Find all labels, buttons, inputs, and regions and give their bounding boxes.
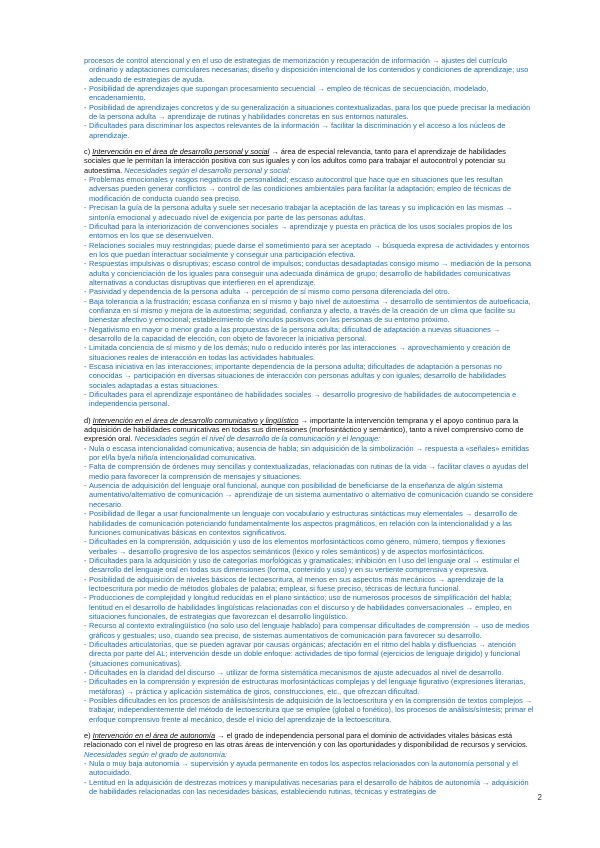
bullet-dash-icon: - [84,443,87,453]
section-e [84,731,534,796]
section-heading: e) Intervención en el área de autonomía → el grado de independencia personal para el dominio de actividades vitales básicas está relacionado con el nivel de progreso en las otras áreas de intervención y con las oportunidades y disponibilidad de recursos y servicios. Necesidades según el grado de autonomía: [84,731,528,759]
list-item: - Dificultades para discriminar los aspectos relevantes de la información → facilitar la discriminación y el acceso a los núcleos de aprendizaje. [84,121,506,140]
bullet-dash-icon: - [84,696,87,706]
bullet-dash-icon: - [84,221,87,231]
bullet-dash-icon: - [84,462,87,472]
section-intro: → el grado de independencia personal para el dominio de actividades vitales básicas está relacionado con el nivel de progreso en las otras áreas de intervención y con las oportunidades y disponibilidad de recursos y servicios. [84,731,528,750]
bullet-dash-icon: - [84,175,87,185]
list-item: - Dificultad para la interiorización de convenciones sociales → aprendizaje y puesta en práctica de los usos sociales propios de los entornos en los que se desenvuelven. [84,221,513,241]
list-item: - Escasa iniciativa en las interacciones; importante dependencia de la persona adulta; dificultades de adaptación a personas no conocidas → participación en diversas situaciones de interacción con personas adultas y con iguales; desarrollo de habilidades sociales adaptadas a estas situaciones. [84,362,506,390]
bullet-dash-icon: - [84,102,87,112]
section-intro: → importante la intervención temprana y el apoyo continuo para la adquisición de habilidades comunicativas en todas sus dimensiones (morfosintáctico y semántico), tanto a nivel comprensivo como de expresión oral. [84,415,524,444]
bullet-dash-icon: - [84,259,87,269]
bullet-dash-icon: - [84,121,87,131]
needs-list [84,175,534,409]
top-list [84,56,534,140]
list-item: - Nula o escasa intencionalidad comunicativa; ausencia de habla; sin adquisición de la simbolización → respuesta a «señales» emitidas por el/la bye/a niño/a intencionalidad comunicativa. [84,443,530,463]
list-item: - Problemas emocionales y rasgos negativos de personalidad; escaso autocontrol que hace que en situaciones que les resultan adversas pueden generar conflictos → control de las condiciones ambientales para facilitar la adaptación; empleo de técnicas de modificación de conducta cuando sea preciso. [84,175,511,203]
needs-label: Necesidades según el grado de autonomía: [84,749,227,759]
bullet-dash-icon: - [84,296,87,306]
list-item: - Posibles dificultades en los procesos de análisis/síntesis de adquisición de la lectoescritura y en la comprensión de textos complejos → trabajar, independientemente del método de lectoescritura que se emplee (global o fonético), los procesos de análisis/síntesis; primar el enfoque comprensivo frente al mecánico, desde el inicio del aprendizaje de la lectoescritura. [84,696,534,724]
bullet-dash-icon: - [84,84,87,94]
list-item: - Posibilidad de llegar a usar funcionalmente un lenguaje con vocabulario y estructuras sintácticas muy elementales → desarrollo de habilidades de comunicación potenciando fundamentalmente los aspectos pragmáticos, en relación con la intencionalidad y a las funciones comunicativas básicas en contextos significativos. [84,509,518,537]
list-item: - Ausencia de adquisición del lenguaje oral funcional, aunque con posibilidad de beneficiarse de la enseñanza de algún sistema aumentativo/alternativo de comunicación → aprendizaje de un sistema aumentativo o alternativo de comunicación cuando se considere necesario. [84,481,534,509]
list-item: - Posibilidad de aprendizajes concretos y de su generalización a situaciones contextualizadas, para los que puede precisar la mediación de la persona adulta → aprendizaje de rutinas y habilidades concretas en sus entornos naturales. [84,102,531,122]
bullet-dash-icon: - [84,287,87,297]
bullet-dash-icon: - [84,481,87,491]
bullet-dash-icon: - [84,362,87,371]
bullet-dash-icon: - [84,777,87,787]
list-item: - Negativismo en mayor o menor grado a las propuestas de la persona adulta; dificultad de adaptación a nuevas situaciones → desarrollo de la capacidad de elección, con objeto de favorecer la iniciativa personal. [84,324,501,343]
page-number: 2 [537,793,542,802]
list-item: procesos de control atencional y en el uso de estrategias de memorización y recuperación de información → ajustes del currículo ordinario y adaptaciones curriculares necesarias; diseño y disposición intencional de los contenidos y condiciones de aprendizaje; uso adecuado de estrategias de ayuda. [84,56,529,84]
list-item: - Relaciones sociales muy restringidas; puede darse el sometimiento para ser aceptado → búsqueda expresa de actividades y entornos en los que puedan interactuar socialmente y conseguir una participación efectiva. [84,240,530,259]
list-item: - Dificultades para el aprendizaje espontáneo de habilidades sociales → desarrollo progresivo de habilidades de autocompetencia e independencia personal. [84,390,517,409]
list-item: - Posibilidad de aprendizajes que supongan procesamiento secuencial → empleo de técnicas de secuenciación, modelado, encadenamiento. [84,84,489,103]
section-heading: d) Intervención en el área de desarrollo comunicativo y lingüístico → importante la intervención temprana y el apoyo continuo para la adquisición de habilidades comunicativas en todas sus dimensiones (morfosintáctico y semántico), tanto a nivel comprensivo como de expresión oral. Necesidades según el nivel de desarrollo de la comunicación y el lenguaje: [84,415,524,444]
bullet-dash-icon: - [84,240,87,250]
section-heading: c) Intervención en el área de desarrollo personal y social → área de especial relevancia, tanto para el aprendizaje de habilidades sociales que le permitan la interacción positiva con sus iguales y con los adultos como para trabajar el autocontrol y potenciar su autoestima. Necesidades según el desarrollo personal y social: [84,147,506,175]
list-item: - Dificultades para la adquisición y uso de categorías morfológicas y gramaticales; inhibición en l uso del lenguaje oral → estimular el desarrollo del lenguaje oral en todas sus dimensiones (forma, contenido y uso) y en su vertiente comprensiva y expresiva. [84,555,520,575]
bullet-dash-icon: - [84,759,87,769]
list-item: - Dificultades en la comprensión, adquisición y uso de los elementos morfosintácticos como género, número, tiempos y flexiones verbales → desarrollo progresivo de los aspectos semánticos (léxico y roles semánticos) y de aspectos morfosintácticos. [84,537,506,556]
list-item: - Nula o muy baja autonomía → supervisión y ayuda permanente en todos los aspectos relacionados con la autonomía personal y el autocuidado. [84,759,518,778]
bullet-dash-icon: - [84,677,87,687]
list-item: - Dificultades en la comprensión y expresión de estructuras morfosintácticas complejas y del lenguaje figurativo (expresiones literarias, metáforas) → práctica y aplicación sistemática de giros, construcciones, etc., que ofrezcan dificultad. [84,677,526,696]
bullet-dash-icon: - [84,537,87,547]
needs-list [84,759,534,796]
needs-label: Necesidades según el nivel de desarrollo de la comunicación y el lenguaje: [134,434,381,444]
list-item: - Pasividad y dependencia de la persona adulta → percepción de sí mismo como persona diferenciada del otro. [84,287,450,297]
list-item: - Dificultades articulatorias, que se pueden agravar por causas orgánicas; afectación en el ritmo del habla y disfluencias → atención directa por parte del AL; intervención desde un doble enfoque: actividades de tipo formal (ejercicios de lenguaje dirigido) y funcional (situaciones comunicativas). [84,639,520,668]
list-item: - Posibilidad de adquisición de niveles básicos de lectoescritura, al menos en sus aspectos más mecánicos → aprendizaje de la lectoescritura por medio de métodos globales de palabra; emplear, si fuese preciso, técnicas de lectura funcional. [84,574,504,593]
list-item: - Limitada conciencia de sí mismo y de los demás; nulo o reducido interés por las interacciones → aprovechamiento y creación de situaciones reales de interacción en todas las actividades habituales. [84,343,511,362]
list-item: - Lentitud en la adquisición de destrezas motrices y manipulativas necesarias para el desarrollo de hábitos de autonomía → adquisición de habilidades relacionadas con las necesidades básicas, estableciendo rutinas, técnicas y estrategias de [84,777,529,797]
bullet-dash-icon: - [84,639,87,649]
bullet-dash-icon: - [84,593,87,603]
list-item: - Producciones de complejidad y longitud reducidas en el plano sintáctico; uso de numerosos procesos de simplificación del habla; lentitud en el desarrollo de habilidades lingüísticas relacionadas con el discurso y de habilidades conversacionales → empleo, en situaciones funcionales, de estrategias que favorezcan el desarrollo lingüístico. [84,593,512,621]
bullet-dash-icon: - [84,555,87,565]
bullet-dash-icon: - [84,203,87,213]
bullet-dash-icon: - [84,324,87,334]
section-c [84,147,534,409]
section-d [84,416,534,724]
section-title: Intervención en el área de autonomía [92,731,216,741]
list-item: - Falta de comprensión de órdenes muy sencillas y contextualizadas, relacionadas con rutinas de la vida → facilitar claves o ayudas del medio para favorecer la comprensión de mensajes y situaciones. [84,462,529,481]
document-page [84,56,534,796]
bullet-dash-icon: - [84,621,87,631]
list-item: - Recurso al contexto extralingüístico (no solo uso del lenguaje hablado) para compensar dificultades de comprensión → uso de medios gráficos y gestuales; uso, cuando sea preciso, de sistemas aumentativos de comunicación para favorecer su desarrollo. [84,621,530,640]
list-item: - Dificultades en la claridad del discurso → utilizar de forma sistemática mecanismos de ajuste adecuados al nivel de desarrollo. [84,668,504,677]
bullet-dash-icon: - [84,390,87,400]
needs-list [84,444,534,724]
list-item: - Respuestas impulsivas o disruptivas; escaso control de impulsos; conductas desadaptadas consigo mismo → mediación de la persona adulta y concienciación de los iguales para conseguir una adecuada dinámica de grupo; desarrollo de habilidades comunicativas alternativas a conductas disruptivas que interfieren en el aprendizaje. [84,259,532,287]
list-item: - Precisan la guía de la persona adulta y suele ser necesario trabajar la aceptación de las tareas y su implicación en las mismas → sintonía emocional y adecuado nivel de exigencia por parte de las personas adultas. [84,203,513,222]
bullet-dash-icon: - [84,509,87,519]
list-item: - Baja tolerancia a la frustración; escasa confianza en sí mismo y bajo nivel de autoestima → desarrollo de sentimientos de autoeficacia, confianza en sí mismo y mejora de la autoestima; seguridad, confianza y afecto, a través de la creación de un clima que facilite su bienestar afectivo y emocional; establecimiento de vínculos positivos con las personas de su entorno próximo. [84,296,531,325]
needs-label: Necesidades según el desarrollo personal y social: [124,165,291,175]
section-title: Intervención en el área de desarrollo personal y social [92,147,270,157]
bullet-dash-icon: - [84,668,87,677]
bullet-dash-icon: - [84,343,87,353]
bullet-dash-icon: - [84,574,87,584]
section-title: Intervención en el área de desarrollo comunicativo y lingüístico [92,415,299,425]
section-intro: → área de especial relevancia, tanto para el aprendizaje de habilidades sociales que le permitan la interacción positiva con sus iguales y con los adultos como para trabajar el autocontrol y potenciar su autoestima. [84,147,506,175]
